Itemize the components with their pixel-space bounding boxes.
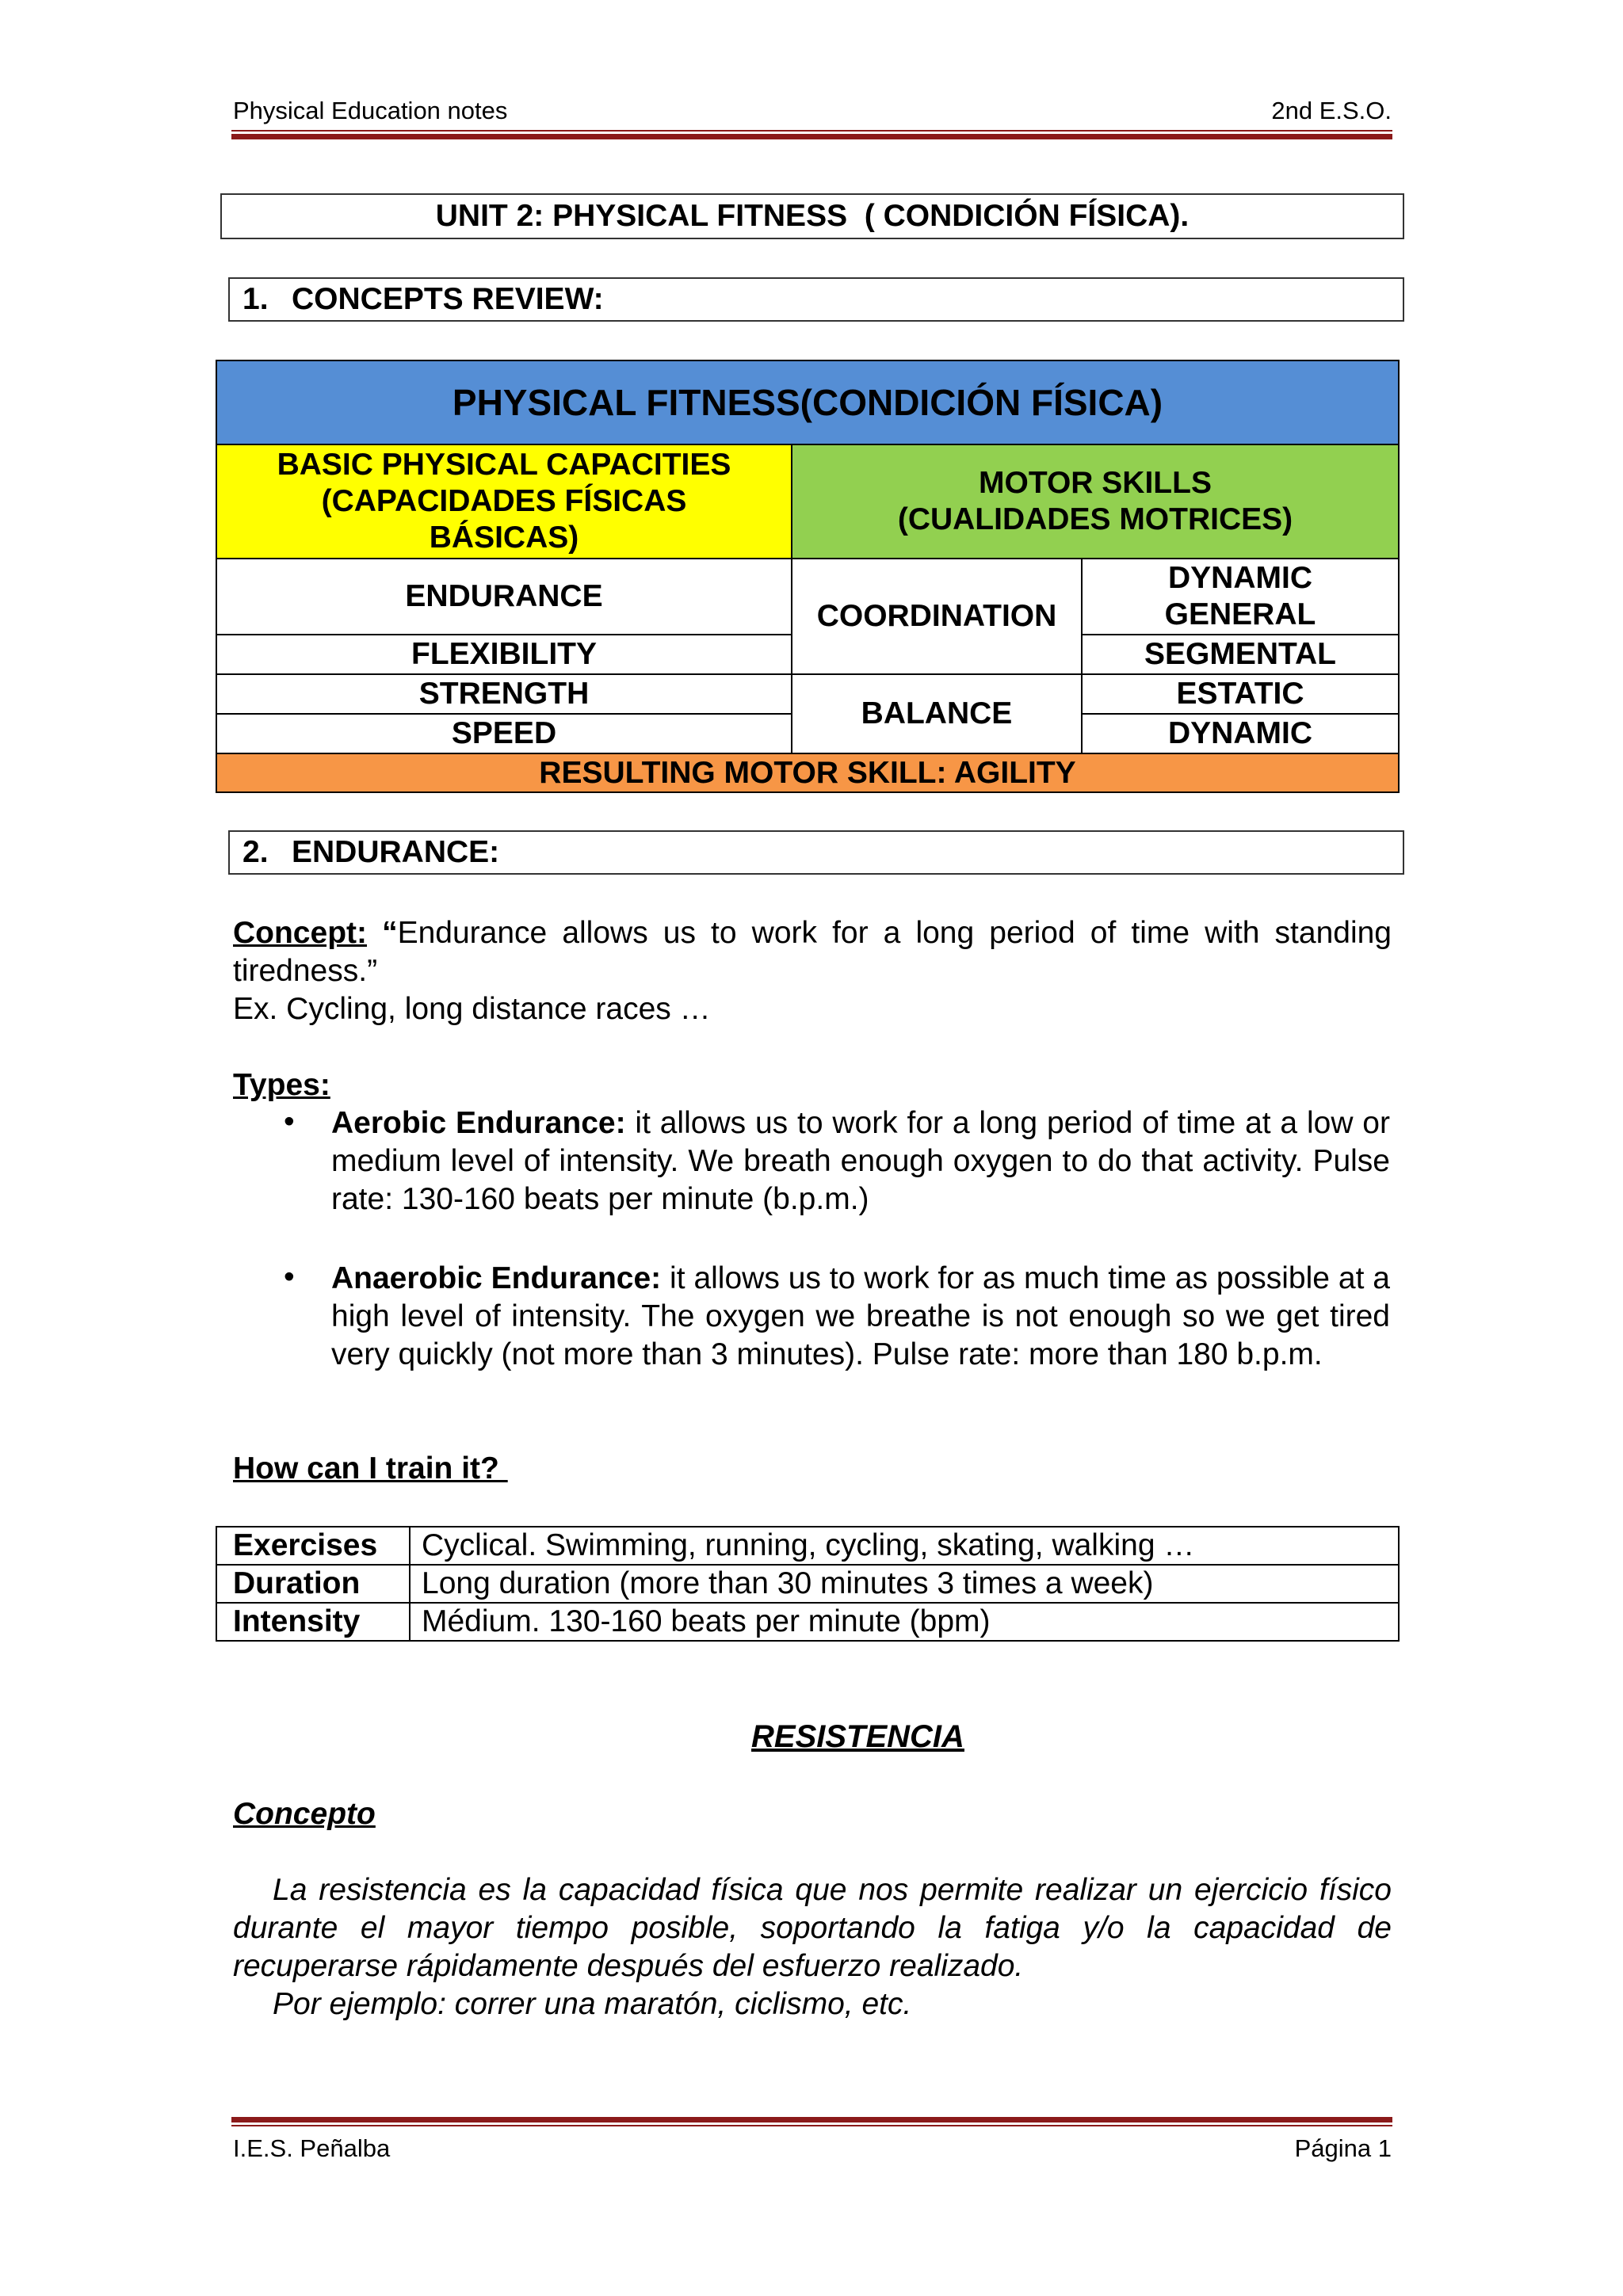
concept-label: Concept:: [233, 916, 367, 950]
bullet-icon: •: [284, 1260, 295, 1294]
training-value: Médium. 130-160 beats per minute (bpm): [410, 1603, 1399, 1641]
section-2-number: 2.: [242, 835, 269, 869]
fitness-table-title: PHYSICAL FITNESS(CONDICIÓN FÍSICA): [216, 360, 1400, 445]
footer-left: I.E.S. Peñalba: [233, 2134, 391, 2162]
unit-title: UNIT 2: PHYSICAL FITNESS ( CONDICIÓN FÍSICA).: [435, 199, 1190, 233]
physical-fitness-table: [216, 360, 1400, 793]
training-label: How can I train it?: [233, 1451, 508, 1486]
training-value: Long duration (more than 30 minutes 3 times a week): [410, 1565, 1399, 1603]
training-label-line: [233, 1450, 1392, 1488]
types-label: Types:: [233, 1068, 330, 1102]
section-1-title: CONCEPTS REVIEW:: [292, 282, 604, 316]
footer-rule-thick: [231, 2117, 1392, 2122]
type-anaerobic-text: it allows us to work for as much time as possible at a high level of intensity. The oxygen we breathe is not enough so we get tired very quickly (not more than 3 minutes). Pulse rate: more than 180 b.p.m.: [331, 1261, 1390, 1371]
section-1-heading: [228, 277, 1404, 322]
footer-right: Página 1: [1294, 2134, 1392, 2162]
training-table: [216, 1526, 1400, 1642]
section-2-title: ENDURANCE:: [292, 835, 500, 869]
table-row: [216, 1527, 1399, 1565]
training-key: Duration: [216, 1565, 410, 1603]
types-label-line: [233, 1066, 1392, 1104]
motor-skills-label: MOTOR SKILLS: [979, 466, 1212, 500]
table-row: [216, 1603, 1399, 1641]
type-anaerobic-term: Anaerobic Endurance:: [331, 1261, 662, 1295]
type-aerobic-text: it allows us to work for a long period of time at a low or medium level of intensity. We breath enough oxygen to do that activity. Pulse rate: 130-160 beats per minute (b.p.m.): [331, 1106, 1390, 1216]
coordination-type-dynamic-general: DYNAMIC GENERAL: [1081, 558, 1400, 635]
header-left: Physical Education notes: [233, 97, 508, 124]
basic-capacities-header: BASIC PHYSICAL CAPACITIES (CAPACIDADES FÍSICAS BÁSICAS): [216, 444, 792, 559]
concept-open-quote: “: [382, 916, 398, 950]
bullet-icon: •: [284, 1104, 295, 1138]
concepto-label-line: [233, 1795, 1392, 1833]
balance-type-dynamic: DYNAMIC: [1081, 713, 1400, 754]
fitness-table-footer: RESULTING MOTOR SKILL: AGILITY: [216, 753, 1400, 793]
training-key: Intensity: [216, 1603, 410, 1641]
training-value: Cyclical. Swimming, running, cycling, skating, walking …: [410, 1527, 1399, 1565]
footer-rule-thin: [231, 2125, 1392, 2126]
endurance-concept: [233, 914, 1392, 990]
concept-text: Endurance allows us to work for a long period of time with standing tiredness.”: [233, 916, 1392, 988]
concept-example: Ex. Cycling, long distance races …: [233, 992, 711, 1026]
table-row: [216, 1565, 1399, 1603]
section-2-heading: [228, 830, 1404, 875]
motor-coordination: COORDINATION: [791, 558, 1083, 675]
motor-skills-header: [791, 444, 1400, 559]
balance-type-estatic: ESTATIC: [1081, 673, 1400, 715]
training-key: Exercises: [216, 1527, 410, 1565]
motor-balance: BALANCE: [791, 673, 1083, 754]
coordination-type-segmental: SEGMENTAL: [1081, 634, 1400, 675]
capacity-strength: STRENGTH: [216, 673, 792, 715]
unit-title-box: [220, 193, 1404, 239]
capacity-flexibility: FLEXIBILITY: [216, 634, 792, 675]
type-aerobic-term: Aerobic Endurance:: [331, 1106, 626, 1140]
concepto-label: Concepto: [233, 1797, 376, 1831]
type-anaerobic: [331, 1260, 1390, 1374]
resistencia-paragraph: La resistencia es la capacidad física que nos permite realizar un ejercicio físico durante el mayor tiempo posible, soportando la fatiga y/o la capacidad de recuperarse rápidamente después del esfuerzo realizado.: [233, 1873, 1392, 1983]
motor-skills-spanish-label: (CUALIDADES MOTRICES): [897, 502, 1293, 536]
capacity-speed: SPEED: [216, 713, 792, 754]
section-1-number: 1.: [242, 282, 269, 316]
header-rule-thin: [231, 130, 1392, 132]
resistencia-example: Por ejemplo: correr una maratón, ciclismo, etc.: [273, 1987, 912, 2021]
resistencia-heading: RESISTENCIA: [751, 1719, 964, 1754]
header-rule-thick: [231, 134, 1392, 139]
type-aerobic: [331, 1104, 1390, 1219]
capacity-endurance: ENDURANCE: [216, 558, 792, 635]
header-right: 2nd E.S.O.: [1271, 97, 1392, 124]
